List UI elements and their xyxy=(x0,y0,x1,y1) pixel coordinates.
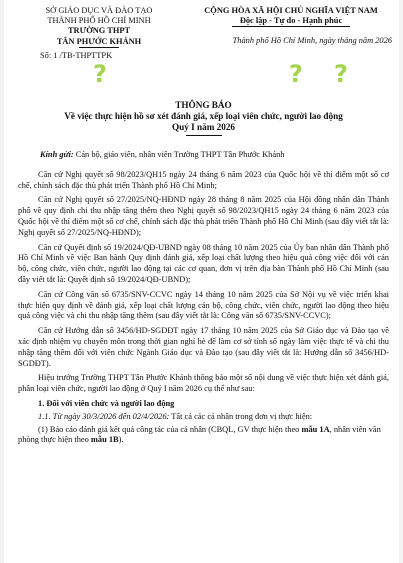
form-1b-ref: mẫu 1B xyxy=(90,435,119,445)
notice-subject-line1: Về việc thực hiện hồ sơ xét đánh giá, xếp loại viên chức, người lao động xyxy=(64,111,343,121)
recipient-label: Kính gửi: xyxy=(40,150,74,159)
school-name-line1: TRƯỜNG THPT xyxy=(67,26,131,36)
item-1-text: (1) Báo cáo đánh giá kết quả công tác của cá nhân (CBQL, GV thực hiện theo xyxy=(38,424,302,434)
notice-subject-line2: Quý I năm 2026 xyxy=(171,122,236,132)
legal-basis-paragraph: Căn cứ Hướng dẫn số 3456/HD-SGDĐT ngày 17 tháng 10 năm 2025 của Sở Giáo dục và Đào tạo về xác định nhiệm vụ chuyên môn trong thời gian nghỉ hè để làm cơ sở tính số ngày làm việc thực tế và chi thu nhập tăng thêm đối với viên chức Ngành Giáo dục và Đào tạo (sau đây viết tắt là: Hướng dẫn số 3456/HD-SGDĐT). xyxy=(18,326,389,368)
title-underline xyxy=(186,135,222,136)
issuing-agency-block xyxy=(18,6,180,61)
legal-basis-paragraph: Căn cứ Nghị quyết số 27/2025/NQ-HĐND ngày 28 tháng 8 năm 2025 của Hội đồng nhân dân Thành phố về quy định chi thu nhập tăng thêm theo Nghị quyết số 98/2023/QH15 ngày 24 tháng 6 năm 2023 của Quốc hội về thí điểm một số cơ chế, chính sách đặc thù phát triển Thành phố Hồ Chí Minh (sau đây viết tắt là: Nghị quyết số 27/2025/NQ-HĐND); xyxy=(18,195,389,237)
school-name-line2: TÂN PHƯỚC KHÁNH xyxy=(56,36,142,46)
form-1a-ref: mẫu 1A xyxy=(301,424,330,434)
document-number: Số: 1 /TB-THPTTPK xyxy=(40,50,113,60)
legal-basis-paragraph: Căn cứ Quyết định số 19/2024/QĐ-UBND ngày 08 tháng 10 năm 2025 của Ủy ban nhân dân Thành phố Hồ Chí Minh về việc Ban hành Quy định đánh giá, xếp loại chất lượng theo hiệu quả công việc đối với cán bộ, công chức, viên chức, người lao động tại các cơ quan, đơn vị trên địa bàn Thành phố Hồ Chí Minh (sau đây viết tắt là: Quyết định số 19/2024/QĐ-UBND); xyxy=(18,242,389,284)
item-1-text-mid: , nhân viên văn phòng thực hiện theo xyxy=(18,424,381,445)
notice-title: THÔNG BÁO xyxy=(175,100,232,110)
republic-name: CỘNG HÒA XÃ HỘI CHỦ NGHĨA VIỆT NAM xyxy=(204,6,378,15)
item-1-1-text: Tất cả các cá nhân trong đơn vị thực hiện: xyxy=(169,411,313,421)
recipient-value: Cán bộ, giáo viên, nhân viên Trường THPT Tân Phước Khánh xyxy=(73,150,285,159)
school-name-underline xyxy=(79,47,119,48)
legal-basis-paragraph: Căn cứ Công văn số 6735/SNV-CCVC ngày 14 tháng 10 năm 2025 của Sở Nội vụ về việc triển khai thực hiện quy định về đánh giá, xếp loại chất lượng cán bộ, công chức, viên chức, người lao động theo hiệu quả công việc và chi thu nhập tăng thêm (sau đây viết tắt là: Công văn số 6735/SNV-CCVC); xyxy=(18,289,389,321)
agency-name-line2: THÀNH PHỐ HỒ CHÍ MINH xyxy=(47,16,151,26)
handwritten-mark: ? xyxy=(334,60,348,88)
motto-underline xyxy=(232,26,350,27)
handwritten-mark: ? xyxy=(289,60,303,88)
agency-name-line1: SỞ GIÁO DỤC VÀ ĐÀO TẠO xyxy=(45,6,153,15)
recipient-line xyxy=(18,150,389,161)
legal-basis-paragraph: Căn cứ Nghị quyết số 98/2023/QH15 ngày 24 tháng 6 năm 2023 của Quốc hội về thí điểm một số cơ chế, chính sách đặc thù phát triển Thành phố Hồ Chí Minh; xyxy=(18,169,389,190)
item-1 xyxy=(18,425,389,447)
item-1-text-end: ). xyxy=(118,435,124,445)
handwritten-mark: ? xyxy=(93,60,107,88)
document-page xyxy=(4,0,399,563)
national-motto: Độc lập - Tự do - Hạnh phúc xyxy=(239,16,343,26)
issue-date: Thành phố Hồ Chí Minh, ngày tháng năm 2026 xyxy=(232,36,392,46)
section-heading: 1. Đối với viên chức và người lao động xyxy=(38,398,175,408)
national-heading-block xyxy=(186,6,396,47)
document-header xyxy=(18,6,392,88)
item-1-1-label: 1.1. Từ ngày 30/3/2026 đến 02/4/2026: xyxy=(38,411,170,421)
item-1-1 xyxy=(18,412,389,423)
intro-paragraph: Hiệu trưởng Trường THPT Tân Phước Khánh thông báo một số nội dung về việc thực hiện xét đánh giá, phân loại viên chức, người lao động ở Quý I năm 2026 cụ thể như sau: xyxy=(18,373,389,394)
